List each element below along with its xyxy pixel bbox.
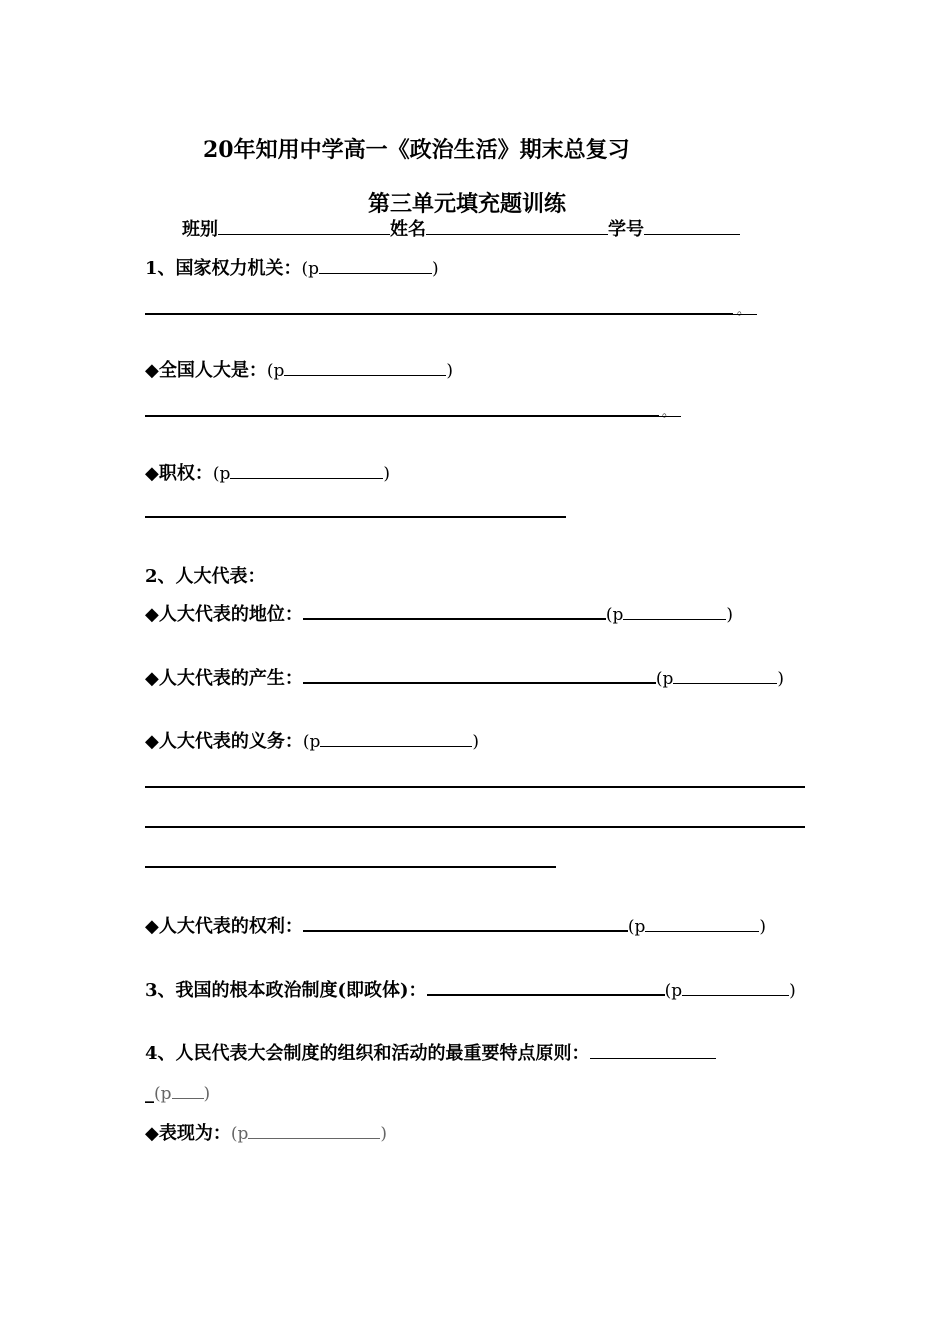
question-4a [145,1123,387,1145]
question-2d-label: 人大代表的权利： [158,916,303,937]
period-mark: 。 [737,303,751,318]
page-ref: (p [154,1084,172,1104]
page-ref: (p [605,605,624,625]
question-2d [145,915,766,938]
answer-line[interactable] [145,866,556,868]
bullet-icon: ◆ [145,604,159,625]
name-blank[interactable] [426,219,608,235]
answer-blank[interactable] [303,603,606,620]
class-blank[interactable] [218,219,390,235]
question-2a [145,603,733,626]
question-1a-label: 全国人大是： [158,360,267,381]
page-ref: (p [302,732,321,752]
page-ref-close: ) [446,361,453,381]
page-blank[interactable] [623,604,726,620]
page-ref-close: ) [759,917,766,937]
document-subtitle: 第三单元填充题训练 [368,191,567,217]
page-blank[interactable] [172,1083,204,1099]
bullet-icon: ◆ [145,1123,159,1144]
page-ref-close: ) [432,259,439,279]
page-ref-close: ) [203,1084,211,1104]
page-blank[interactable] [230,463,383,479]
page-blank[interactable] [320,731,472,747]
question-1 [145,258,439,280]
answer-line[interactable] [145,786,805,788]
answer-blank[interactable] [303,667,656,684]
answer-line[interactable] [145,415,659,417]
page-ref-close: ) [383,464,390,484]
page-blank[interactable] [319,258,432,274]
page-ref: (p [266,361,285,381]
answer-line[interactable] [145,826,805,828]
question-2a-label: 人大代表的地位： [158,604,303,625]
answer-line-tail [733,314,757,315]
answer-blank[interactable] [303,915,628,932]
bullet-icon: ◆ [145,360,159,381]
question-2b-label: 人大代表的产生： [158,668,303,689]
answer-blank[interactable] [590,1043,716,1059]
class-label: 班别 [182,219,218,240]
id-label: 学号 [608,219,644,240]
page-ref: (p [627,917,646,937]
id-blank[interactable] [644,219,740,235]
question-1a [145,360,453,382]
page-ref-close: ) [380,1124,387,1144]
page-ref: (p [301,259,320,279]
page-ref-close: ) [726,605,733,625]
question-3-label: 3、我国的根本政治制度(即政体)： [145,980,427,1001]
answer-line[interactable] [145,313,733,315]
page-ref-close: ) [472,732,479,752]
page-blank[interactable] [248,1123,380,1139]
question-1b [145,463,390,485]
page-ref: (p [212,464,231,484]
period-mark: 。 [662,405,676,420]
bullet-icon: ◆ [145,463,159,484]
page-blank[interactable] [673,668,777,684]
document-title: 20年知用中学高一《政治生活》期末总复习 [203,137,630,163]
page-ref-close: ) [777,669,784,689]
page-blank[interactable] [284,360,446,376]
question-4-label: 4、人民代表大会制度的组织和活动的最重要特点原则： [145,1043,590,1064]
answer-line-tail [659,416,681,417]
question-4-continued [145,1083,210,1105]
question-4 [145,1043,716,1065]
question-2-label: 2、人大代表： [145,566,266,587]
question-3 [145,979,796,1002]
bullet-icon: ◆ [145,668,159,689]
question-1-label: 1、国家权力机关： [145,258,302,279]
answer-line[interactable] [145,516,566,518]
bullet-icon: ◆ [145,731,159,752]
page-ref-close: ) [789,981,796,1001]
question-2b [145,667,784,690]
question-2c [145,731,479,753]
answer-blank[interactable] [427,979,665,996]
header-row [182,219,740,241]
answer-blank-cont[interactable]: _ [145,1083,154,1104]
page-ref: (p [655,669,674,689]
page-ref: (p [664,981,683,1001]
question-1b-label: 职权： [158,463,213,484]
page-blank[interactable] [682,980,789,996]
question-2c-label: 人大代表的义务： [158,731,303,752]
name-label: 姓名 [390,219,426,240]
question-4a-label: 表现为： [158,1123,231,1144]
page-blank[interactable] [645,916,759,932]
bullet-icon: ◆ [145,916,159,937]
page-ref: (p [230,1124,249,1144]
